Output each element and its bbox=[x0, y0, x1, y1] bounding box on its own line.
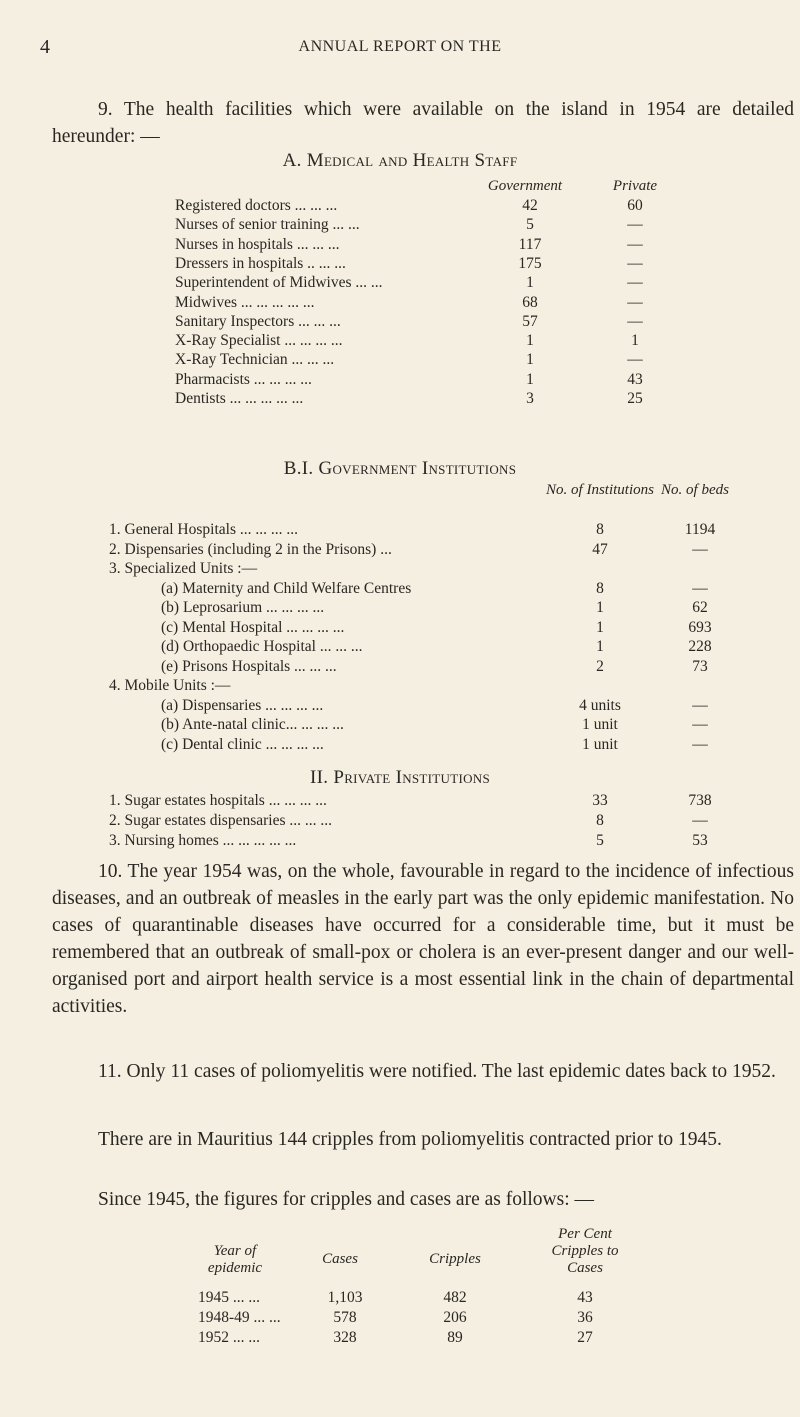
beds-value: — bbox=[692, 696, 708, 714]
row-label: (d) Orthopaedic Hospital ... ... ... bbox=[161, 638, 363, 655]
private-value: — bbox=[627, 351, 643, 369]
private-value: — bbox=[627, 293, 643, 311]
table-row bbox=[0, 1288, 800, 1308]
row-label: Dressers in hospitals .. ... ... bbox=[175, 254, 346, 272]
government-value: 1 bbox=[526, 332, 534, 350]
year-value: 1945 ... ... bbox=[198, 1289, 260, 1306]
beds-value: 53 bbox=[692, 832, 708, 849]
private-value: 43 bbox=[627, 370, 643, 388]
row-label: Midwives ... ... ... ... ... bbox=[175, 293, 315, 311]
table-row bbox=[0, 235, 800, 255]
beds-value: 693 bbox=[688, 618, 712, 636]
year-value: 1948-49 ... ... bbox=[198, 1309, 281, 1326]
row-label: Registered doctors ... ... ... bbox=[175, 197, 338, 214]
table-row bbox=[0, 520, 800, 540]
table-row bbox=[0, 559, 800, 579]
col-no-beds: No. of beds bbox=[661, 482, 729, 498]
row-label: 1. General Hospitals ... ... ... ... bbox=[109, 521, 298, 538]
private-value: 1 bbox=[631, 332, 639, 350]
table-row bbox=[0, 735, 800, 755]
private-value: — bbox=[627, 254, 643, 272]
institutions-value: 1 bbox=[596, 599, 604, 616]
government-value: 175 bbox=[518, 254, 542, 272]
col-no-institutions: No. of Institutions bbox=[546, 482, 654, 498]
table-row bbox=[0, 715, 800, 735]
row-label: (b) Ante-natal clinic... ... ... ... bbox=[161, 716, 344, 733]
percent-value: 43 bbox=[577, 1289, 593, 1306]
institutions-value: 8 bbox=[596, 521, 604, 538]
institutions-value: 8 bbox=[596, 812, 604, 829]
table-row bbox=[0, 273, 800, 293]
row-label: 4. Mobile Units :— bbox=[109, 677, 231, 694]
row-label: X-Ray Specialist ... ... ... ... bbox=[175, 332, 343, 350]
col-government: Government bbox=[487, 178, 563, 194]
institutions-value: 2 bbox=[596, 657, 604, 675]
table-row bbox=[0, 637, 800, 657]
col-cases: Cases bbox=[322, 1251, 358, 1267]
government-value: 68 bbox=[522, 293, 538, 311]
beds-value: 228 bbox=[688, 638, 712, 655]
col-year: Year of epidemic bbox=[207, 1243, 263, 1276]
row-label: 3. Specialized Units :— bbox=[109, 560, 258, 577]
table-row bbox=[0, 811, 800, 831]
private-value: — bbox=[627, 312, 643, 330]
government-value: 5 bbox=[526, 216, 534, 234]
table-row bbox=[0, 618, 800, 638]
staff-heading: A. Medical and Health Staff bbox=[282, 150, 518, 171]
government-value: 117 bbox=[518, 235, 542, 253]
row-label: (e) Prisons Hospitals ... ... ... bbox=[161, 657, 337, 675]
table-row bbox=[0, 196, 800, 216]
institutions-value: 47 bbox=[592, 540, 608, 558]
government-value: 1 bbox=[526, 351, 534, 369]
year-value: 1952 ... ... bbox=[198, 1329, 260, 1346]
cases-value: 578 bbox=[333, 1309, 357, 1326]
row-label: 3. Nursing homes ... ... ... ... ... bbox=[109, 832, 297, 849]
cripples-value: 482 bbox=[443, 1289, 467, 1306]
row-label: (a) Maternity and Child Welfare Centres bbox=[161, 579, 412, 597]
institutions-value: 1 unit bbox=[582, 716, 618, 733]
cases-value: 1,103 bbox=[327, 1289, 363, 1306]
beds-value: 62 bbox=[692, 599, 708, 616]
table-row bbox=[0, 293, 800, 313]
table-row bbox=[0, 312, 800, 332]
row-label: X-Ray Technician ... ... ... bbox=[175, 351, 335, 369]
government-value: 1 bbox=[526, 370, 534, 388]
institutions-value: 8 bbox=[596, 579, 604, 597]
percent-value: 27 bbox=[577, 1329, 593, 1346]
private-value: — bbox=[627, 274, 643, 292]
beds-value: 73 bbox=[692, 657, 708, 675]
paragraph-10: 10. The year 1954 was, on the whole, favourable in regard to the incidence of infectious diseases, and an outbreak of measles in the early part was the only epidemic manifestation. No cases of quarantinable diseases have occurred for a considerable time, but it must be remembered that an outbreak of small-pox or cholera is an ever-present danger and our well-organised port and airport health service is a most essential link in the chain of departmental activities. bbox=[52, 861, 794, 1017]
government-value: 42 bbox=[522, 197, 538, 214]
institutions-value: 1 unit bbox=[582, 735, 618, 753]
institutions-value: 33 bbox=[592, 792, 608, 809]
beds-value: 738 bbox=[688, 792, 712, 809]
table-row bbox=[0, 1308, 800, 1328]
government-value: 1 bbox=[526, 274, 534, 292]
beds-value: — bbox=[692, 812, 708, 829]
table-row bbox=[0, 540, 800, 560]
table-row bbox=[0, 331, 800, 351]
running-head: ANNUAL REPORT ON THE bbox=[298, 38, 502, 55]
table-row bbox=[0, 598, 800, 618]
row-label: (b) Leprosarium ... ... ... ... bbox=[161, 599, 325, 616]
percent-value: 36 bbox=[577, 1309, 593, 1326]
private-value: 60 bbox=[627, 197, 643, 214]
table-row bbox=[0, 657, 800, 677]
row-label: Sanitary Inspectors ... ... ... bbox=[175, 312, 341, 330]
table-row bbox=[0, 254, 800, 274]
government-value: 57 bbox=[522, 312, 538, 330]
beds-value: — bbox=[692, 540, 708, 558]
row-label: 2. Dispensaries (including 2 in the Prisons) ... bbox=[109, 540, 392, 558]
institutions-value: 1 bbox=[596, 638, 604, 655]
row-label: 1. Sugar estates hospitals ... ... ... ... bbox=[109, 792, 327, 809]
private-value: 25 bbox=[627, 390, 643, 407]
row-label: (a) Dispensaries ... ... ... ... bbox=[161, 696, 324, 714]
table-row bbox=[0, 389, 800, 409]
row-label: 2. Sugar estates dispensaries ... ... ... bbox=[109, 812, 332, 829]
row-label: Dentists ... ... ... ... ... bbox=[175, 390, 304, 407]
table-row bbox=[0, 215, 800, 235]
row-label: Nurses in hospitals ... ... ... bbox=[175, 235, 340, 253]
beds-value: 1194 bbox=[684, 521, 716, 538]
col-cripples: Cripples bbox=[429, 1251, 481, 1267]
gov-institutions-heading: B.I. Government Institutions bbox=[283, 458, 517, 479]
government-value: 3 bbox=[526, 390, 534, 407]
table-row bbox=[0, 831, 800, 851]
private-value: — bbox=[627, 235, 643, 253]
private-institutions-heading: II. Private Institutions bbox=[309, 767, 491, 788]
row-label: (c) Dental clinic ... ... ... ... bbox=[161, 735, 324, 753]
paragraph-13: Since 1945, the figures for cripples and cases are as follows: — bbox=[98, 1189, 595, 1210]
paragraph-9: 9. The health facilities which were available on the island in 1954 are detailed hereunder: — bbox=[52, 99, 794, 147]
paragraph-11: 11. Only 11 cases of poliomyelitis were notified. The last epidemic dates back to 1952. bbox=[98, 1061, 776, 1082]
table-row bbox=[0, 350, 800, 370]
table-row bbox=[0, 1328, 800, 1348]
col-percent: Per Cent Cripples to Cases bbox=[551, 1226, 619, 1276]
row-label: Nurses of senior training ... ... bbox=[175, 216, 360, 234]
cases-value: 328 bbox=[333, 1329, 357, 1346]
row-label: (c) Mental Hospital ... ... ... ... bbox=[161, 618, 345, 636]
institutions-value: 1 bbox=[596, 618, 604, 636]
beds-value: — bbox=[692, 716, 708, 733]
cripples-value: 206 bbox=[443, 1309, 467, 1326]
col-private: Private bbox=[612, 178, 658, 194]
table-row bbox=[0, 579, 800, 599]
table-row bbox=[0, 676, 800, 696]
row-label: Pharmacists ... ... ... ... bbox=[175, 370, 312, 388]
table-row bbox=[0, 696, 800, 716]
beds-value: — bbox=[692, 579, 708, 597]
paragraph-12: There are in Mauritius 144 cripples from poliomyelitis contracted prior to 1945. bbox=[98, 1129, 722, 1150]
cripples-value: 89 bbox=[447, 1329, 463, 1346]
beds-value: — bbox=[692, 735, 708, 753]
private-value: — bbox=[627, 216, 643, 234]
row-label: Superintendent of Midwives ... ... bbox=[175, 274, 383, 292]
page-number: 4 bbox=[40, 36, 50, 58]
institutions-value: 5 bbox=[596, 832, 604, 849]
table-row bbox=[0, 370, 800, 390]
table-row bbox=[0, 791, 800, 811]
institutions-value: 4 units bbox=[579, 696, 621, 714]
